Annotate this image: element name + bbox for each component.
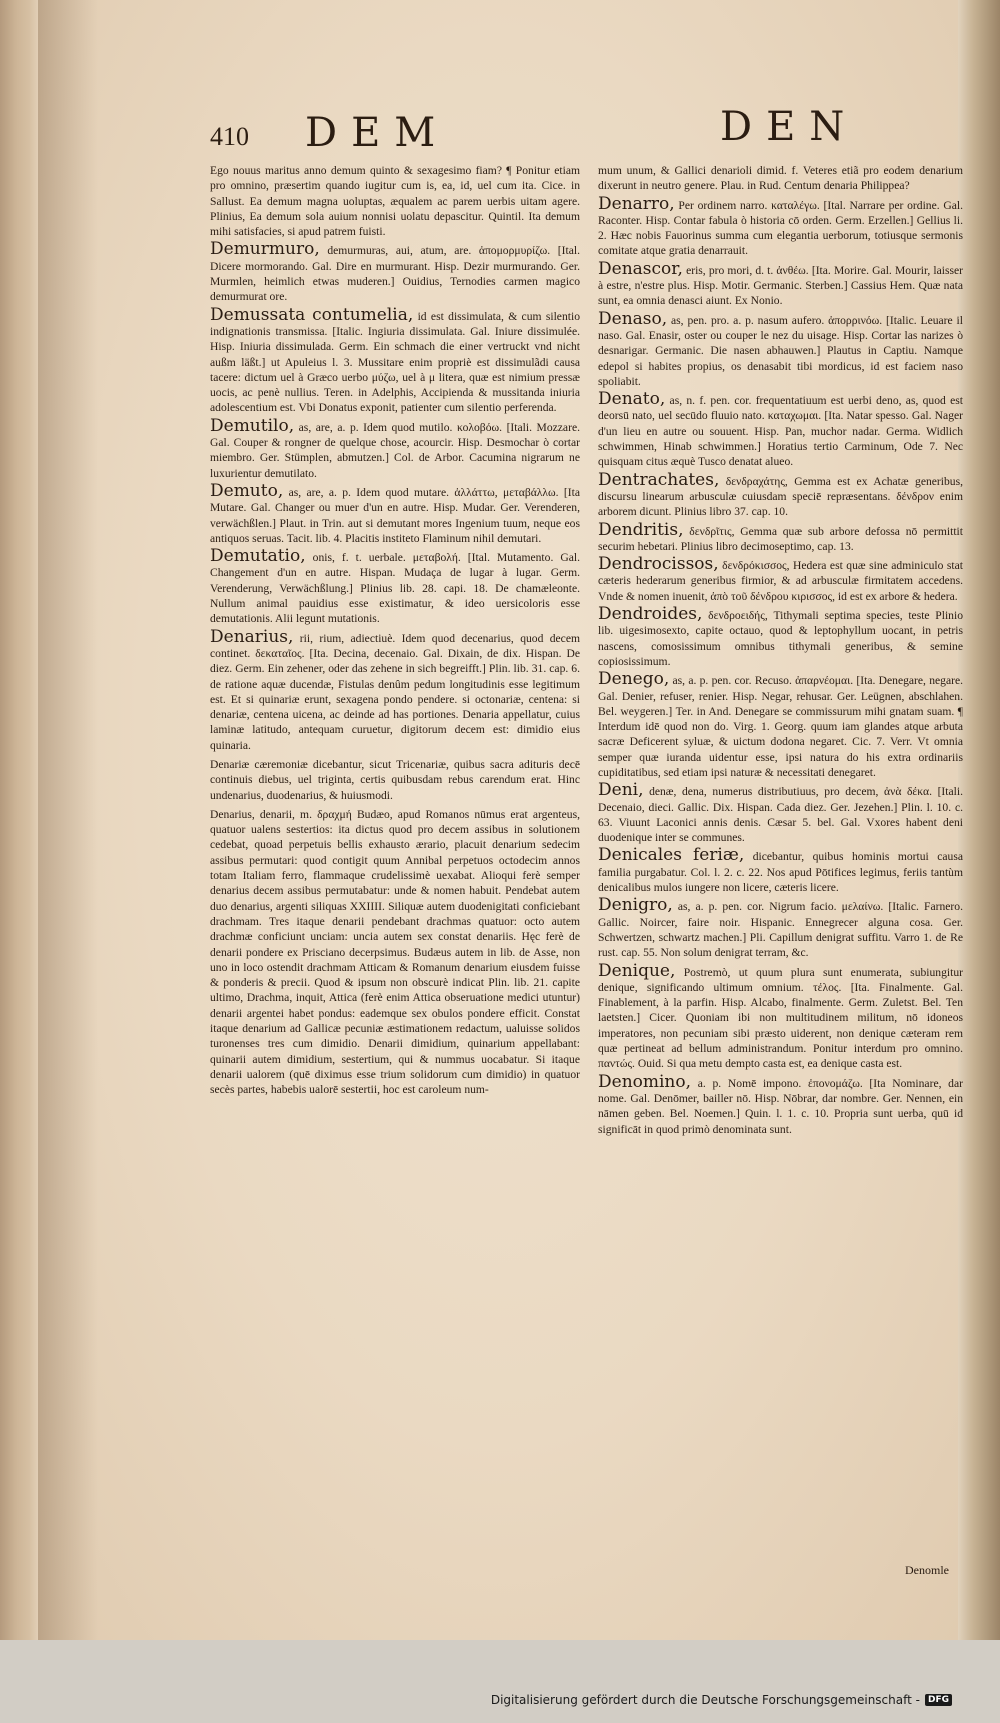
right-column <box>598 162 963 1140</box>
page-header <box>210 104 960 160</box>
dictionary-entry <box>210 480 580 546</box>
entry-headword: Denarro, <box>598 193 675 214</box>
entry-headword: Denego, <box>598 669 670 690</box>
dictionary-entry <box>598 845 963 895</box>
entry-text: Denarius, denarii, m. δραχμή Budæo, apud Romanos nūmus erat argenteus, quatuor ualens sestertios: ita dictus quod pro decem assibus in solutionem cedebat, quoad perpetuis bellis exhausto ærario, placuit denarium sedecim assibus permutari: quod contigit quum Annibal perpetuos octodecim annos totam Italiam ferro, flammaque crudelissimè uexabat. Alioqui ferè semper denarius decem assibus permutabatur: unde & nomen habuit. Pendebat autem duo denarius, argenti siliquas XXIIII. Siliquæ autem duodenigitati conficiebant drachmam. Tres itaque denarii pendebant drachmas quatuor: octo autem drachmæ conficiunt unciam: uncia autem sex constat denariis. Hęc ferè de denarii pondere ex Prisciano decerpsimus. Budæus autem in lib. de Asse, non uno in loco ostendit drachmam Atticam & Romanum denarium eiusdem fuisse & ponderis & precii. Quod & ipsum non obscurè indicat Plin. lib. 21. capite ultimo, Drachma, inquit, Attica (ferè enim Attica obseruatione medici utuntur) denarii argentei habet pondus: eademque sex obulos pondere efficit. Constat itaque denarium ad Gallicæ pecuniæ æstimationem redactum, ualuisse solidos turonenses tres cum dimidio. Denarii dimidium, quinarium appellabant: quinarii autem dimidium, sestertium, qui & nummus uocabatur. Si itaque denarii ualorem (quē diximus esse trium solidorum cum dimidio) in quatuor secès partes, habebis ualorē sestertii, hoc est caroleum num- <box>210 807 580 1097</box>
left-column <box>210 162 580 1101</box>
entry-text: as, are, a. p. Idem quod mutare. ἀλλάττω, μεταβάλλω. [Ita Mutare. Gal. Changer ou muer d'un en autre. Hisp. Mudar. Ger. Verenderen, verwächßlen.] Plaut. in Trin. aut si demutant mores Ingenium tuum, neque eos antiquos seruas. Tacit. lib. 4. Placitis institeto Flaminum nihil demutari. <box>210 485 580 545</box>
dictionary-entry <box>598 519 964 555</box>
dictionary-entry <box>210 304 580 416</box>
dictionary-entry <box>598 162 963 194</box>
dictionary-entry <box>598 604 963 669</box>
entry-text: δενδραχάτης, Gemma est ex Achatæ generibus, discursu linearum arbusculæ cuiusdam speciē repræsentans. δένδρον enim arborem dicunt. Plinius libro 37. cap. 10. <box>598 474 963 519</box>
dfg-credit-text: Digitalisierung gefördert durch die Deutsche Forschungsgemeinschaft - <box>490 1693 920 1707</box>
page-stack-left-edge <box>0 0 42 1640</box>
running-head-right: DEN <box>720 104 859 150</box>
entry-headword: Dendroides, <box>598 604 703 625</box>
dictionary-entry <box>210 546 580 626</box>
entry-text: as, a. p. pen. cor. Recuso. ἀπαρνέομαι. [Ita. Denegare, negare. Gal. Denier, refuser, renier. Hisp. Negar, rehusar. Ger. Leügnen, abschlahen. Bel. weygeren.] Ter. in And. Denegare se commissurum mihi gnatam suam. ¶ Interdum idē quod non do. Virg. 1. Georg. quum iam glandes atque arbuta sacræ Deficerent syluæ, & uictum dodona negaret. Cic. 7. Verr. Vt omnia semper quæ iuranda uidentur esse, ipsi natura do his extra ordinariis cupiditatibus, sed etiam ipsi naturæ & necessitati denegaret. <box>598 674 963 779</box>
dictionary-entry <box>598 469 963 520</box>
dictionary-entry <box>210 239 580 304</box>
entry-text: as, a. p. pen. cor. Nigrum facio. μελαίνω. [Italic. Farnero. Gallic. Noircer, faire noir. Hispanic. Ennegrecer alguna cosa. Ger. Schwertzen, schwartz machen.] Pli. Capillum denigrat suffitu. Varro 1. de Re rust. cap. 55. Non solum denigrat terram, &c. <box>598 900 963 960</box>
entry-headword: Demussata contumelia, <box>210 304 414 325</box>
entry-text: onis, f. t. uerbale. μεταβολή. [Ital. Mutamento. Gal. Changement d'un en autre. Hispan. Mudaça de lugar à lugar. Germ. Verenderung, Verwächßlung.] Plinius lib. 28. capi. 18. De chamæleonte. Nullum animal pauidius esse existimatur, & ideo uersicoloris esse demutationis. Alii legunt mutationis. <box>210 551 580 626</box>
entry-text: id est dissimulata, & cum silentio indignationis transmissa. [Italic. Ingiuria dissimulata. Gal. Iniure dissimulée. Hisp. Iniuria dissimulada. Germ. Ein schmach die einer vertruckt vnd nicht außm läßt.] ut Apuleius l. 3. Mussitare enim propriè est dissimulãdi causa tacere: dictum uel à Græco uerbo μύζω, uel à μ litera, quæ est nimium pressæ uocis, ac penè nullius. Teren. in Adelphis, Accipienda & mussitanda iniuria adolescentium est. Vbi Donatus exponit, patienter cum silentio perferenda. <box>210 309 580 415</box>
entry-headword: Dentrachates, <box>598 469 720 490</box>
dictionary-entry <box>598 308 963 389</box>
entry-headword: Denascor, <box>598 258 683 279</box>
entry-text: rii, rium, adiectiuè. Idem quod decenarius, quod decem continet. δεκαταῖος. [Ita. Decina, decenaio. Gal. Dixain, de dix. Hispan. De diez. Germ. Ein zehener, oder das zehene in sich begreifft.] Plin. lib. 31. cap. 6. de ratione aquæ ducendæ, Fistulas denûm pedum longitudinis esse legitimum est. Et si quinariæ erunt, sexagena pondo pendere. si octonariæ, centena: si denariæ, centena uicena, ac deinde ad has portiones. Denaria appellatur, cuius laminæ latitudo, antequam curuetur, digitorum decem est: dimidio eius quinaria. <box>210 631 580 752</box>
entry-headword: Denato, <box>598 389 666 410</box>
entry-headword: Denarius, <box>210 626 294 647</box>
dictionary-entry <box>598 193 964 259</box>
entry-text: mum unum, & Gallici denarioli dimid. f. Veteres etiã pro eodem denarium dixerunt in neutro genere. Plau. in Rud. Centum denaria Philippea? <box>598 164 963 193</box>
entry-text: Denariæ cæremoniæ dicebantur, sicut Tricenariæ, quibus sacra adituris decē continuis diebus, uel triginta, certis quibusdam rebus carendum erat. Hinc undenarius, duodenarius, & huiusmodi. <box>210 757 580 802</box>
entry-text: eris, pro mori, d. t. ἀνθέω. [Ita. Morire. Gal. Mourir, laisser à estre, n'estre plus. Hisp. Motir. Germanic. Sterben.] Cassius Hem. Quæ nata sunt, ea omnia denasci aiunt. Ex Nonio. <box>598 263 963 308</box>
entry-text: Per ordinem narro. καταλέγω. [Ital. Narrare per ordine. Gal. Raconter. Hisp. Contar fabula ò historia cō orden. Germ. Erzellen.] Gellius li. 2. Hæc nobis Fauorinus summa cum elegantia uerborum, totiusque sermonis comitate atque gratia denarrauit. <box>598 198 964 258</box>
dictionary-entry <box>598 389 963 469</box>
entry-headword: Demurmuro, <box>210 239 320 260</box>
entry-headword: Demuto, <box>210 480 284 501</box>
dictionary-entry <box>210 756 580 803</box>
dfg-logo-icon: DFG <box>925 1694 952 1706</box>
entry-headword: Demutilo, <box>210 415 295 436</box>
dictionary-entry <box>598 960 963 1072</box>
entry-headword: Denigro, <box>598 895 673 916</box>
entry-text: as, are, a. p. Idem quod mutilo. κολοβόω. [Itali. Mozzare. Gal. Couper & rongner de quelque chose, acourcir. Hisp. Desmochar ò cortar miembro. Ger. Stümplen, abmutzen.] Col. de Arbor. Cacumina nigrarum ne luxurientur demutilato. <box>210 420 580 480</box>
gutter-shadow <box>38 0 98 1640</box>
entry-headword: Dendrocissos, <box>598 554 719 575</box>
entry-text: demurmuras, aui, atum, are. ἀπομορμυρίζω. [Ital. Dicere mormorando. Gal. Dire en murmurant. Hisp. Dezir murmurando. Ger. Murmlen, heimlich etwas muderen.] Ouidius, Ternodies carmen magico demurmurat ore. <box>210 244 580 304</box>
entry-headword: Denicales feriæ, <box>598 845 745 866</box>
entry-text: δενδρῖτις, Gemma quæ sub arbore defossa nō permittit securim hebetari. Plinius libro decimoseptimo, cap. 13. <box>598 524 964 553</box>
entry-headword: Denaso, <box>598 308 668 329</box>
entry-text: denæ, dena, numerus distributiuus, pro decem, ἀνὰ δέκα. [Itali. Decenaio, dieci. Gallic. Dix. Hispan. Cada diez. Ger. Jezehen.] Plin. l. 10. c. 63. Viuunt Laconici annis denis. Cæsar 5. bel. Gal. Vxores habent deni duodenique inter se communes. <box>598 785 963 845</box>
viewer-footer-bar <box>0 1640 1000 1723</box>
dfg-credit <box>491 1693 952 1707</box>
entry-text: dicebantur, quibus hominis mortui causa familia purgabatur. Col. l. 2. c. 22. Nos apud Pōtifices legimus, feriis tantùm denicalibus mulos iungere non licere, cæteris licere. <box>598 850 963 895</box>
entry-text: Postremò, ut quum plura sunt enumerata, subiungitur denique, significando ultimum omnium. τέλος. [Ita. Finalmente. Gal. Finablement, à la parfin. Hisp. Alcabo, finalmente. Germ. Zuletst. Bel. Ten laetsten.] Cicer. Quoniam ibi non multitudinem militum, nō idoneos imperatores, non pecuniam sibi præsto uiderent, non denique cæteram rem quæ pertineat ad bellum administrandum. Ponitur interdum pro omnino. παντώς. Ouid. Si qua metu dempto casta est, ea denique casta est. <box>598 965 963 1071</box>
page-number: 410 <box>210 122 249 151</box>
dictionary-entry <box>598 780 963 845</box>
dictionary-entry <box>598 554 963 604</box>
entry-headword: Dendritis, <box>598 519 684 540</box>
dictionary-entry <box>210 415 580 481</box>
catchword: Denomle <box>905 1563 949 1577</box>
entry-headword: Denomino, <box>598 1071 692 1092</box>
entry-headword: Denique, <box>598 960 676 981</box>
entry-text: δενδρόκισσος, Hedera est quæ sine adminiculo stat cæteris hederarum generibus firmior, & ad arbusculæ firmitatem accedens. Vnde & nomen inuenit, ἀπὸ τοῦ δένδρου κιρισσος, id est ex arbore & hedera. <box>598 559 963 603</box>
entry-text: a. p. Nomē impono. ἐπονομάζω. [Ita Nominare, dar nome. Gal. Denōmer, bailler nō. Hisp. Nōbrar, dar nombre. Ger. Nennen, ein nāmen geben. Bel. Noemen.] Quin. l. 1. c. 10. Propria sunt uerba, quū id significāt in quod primò denominata sunt. <box>598 1076 963 1136</box>
dictionary-entry <box>598 258 963 309</box>
entry-text: Ego nouus maritus anno demum quinto & sexagesimo fiam? ¶ Ponitur etiam pro omnino, præsertim quando iugitur cum is, ea, id, uel cum ita. Cice. in Sallust. Ea demum magna uoluptas, æqualem ac parem uerbis uitam agere. Plinius, Ea demum sola auium nonnisi uolatu depascitur. Quintil. Ita demum mihi satisfacies, si apud patrem fuisti. <box>210 164 580 239</box>
entry-text: as, pen. pro. a. p. nasum aufero. ἀπορρινόω. [Italic. Leuare il naso. Gal. Enasir, oster ou couper le nez du uisage. Hisp. Cortar las narizes ò desnarigar. Germanic. Die nasen abhauwen.] Plautus in Captiu. Namque edepol si habites propius, os denasabit tibi mordicus, id est faciem naso spoliabit. <box>598 313 963 388</box>
entry-headword: Demutatio, <box>210 546 306 567</box>
dictionary-entry <box>210 162 580 239</box>
entry-text: as, n. f. pen. cor. frequentatiuum est uerbi deno, as, quod est deorsū nato, uel secūdo fluuio nato. καταχωμαι. [Ita. Natar spesso. Gal. Nager d'un lieu en autre ou souuent. Hisp. Pan, muchor nadar. Germa. Widlich schwimmen, Hinab schwimmen.] Horatius tertio Carminum, Ode 7. Nec quisquam citus æquè Tusco denatat alueo. <box>598 394 963 469</box>
dictionary-entry <box>598 895 963 960</box>
entry-text: δενδροειδής, Tithymali septima species, teste Plinio lib. uigesimosexto, capite octauo, quod & leptophyllum uocant, in petris nascens, comosissimum omnibus tithymali generibus, & semine copiosissimum. <box>598 609 963 668</box>
running-head-left: DEM <box>305 110 450 156</box>
dictionary-entry <box>210 806 580 1098</box>
dictionary-entry <box>598 1071 963 1137</box>
dictionary-entry <box>210 626 580 753</box>
entry-headword: Deni, <box>598 780 644 801</box>
dictionary-entry <box>598 669 963 780</box>
